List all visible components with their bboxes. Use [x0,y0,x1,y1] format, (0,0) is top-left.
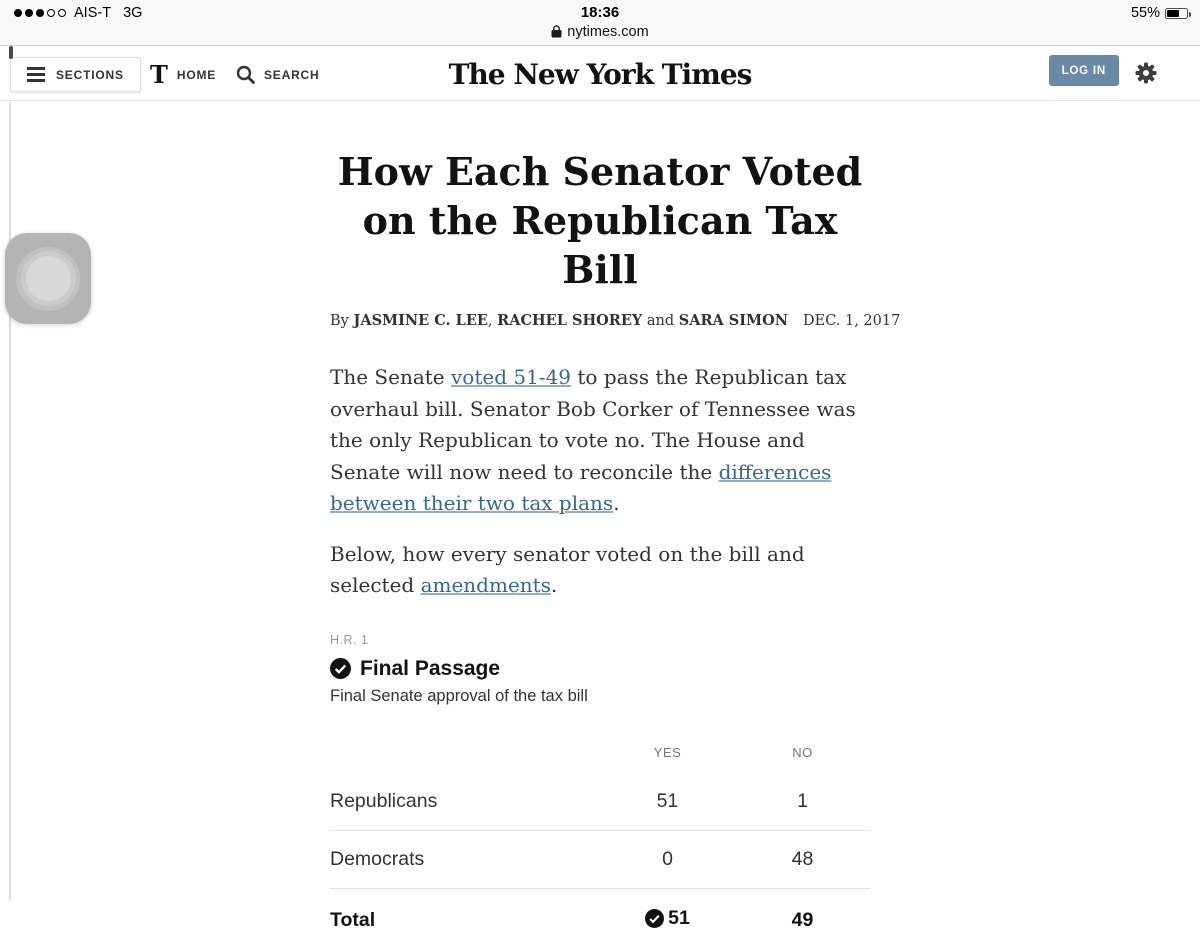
col-header-no: NO [792,744,813,760]
author-1: JASMINE C. LEE [353,312,488,329]
sections-label: SECTIONS [56,67,124,82]
check-circle-icon [330,658,351,679]
amendments-link[interactable]: amendments [420,573,551,597]
paragraph-2: Below, how every senator voted on the bill and selected amendments. [330,541,805,597]
bill-number-label: H.R. 1 [330,632,369,647]
table-row-democrats: Democrats 0 48 [330,831,870,889]
url-text: nytimes.com [567,24,649,40]
status-bar [0,0,1200,46]
clock-label: 18:36 [580,4,620,21]
assistive-touch-core [26,256,71,301]
vote-table-header [330,745,870,773]
article-headline [330,147,870,294]
headline-line-2: on the Republican Tax Bill [362,198,838,292]
vote-result-link[interactable]: voted 51-49 [451,365,572,389]
vote-subtitle: Final Senate approval of the tax bill [330,686,588,705]
network-type-label: 3G [123,5,143,21]
battery-percent-label: 55% [1130,5,1160,21]
home-label: HOME [176,67,217,82]
total-yes-check-icon [645,909,664,928]
lock-icon [551,25,562,38]
table-row-republicans: Republicans 51 1 [330,773,870,831]
publish-date: DEC. 1, 2017 [802,313,901,329]
final-passage-section [330,633,870,944]
masthead-logo[interactable]: The New York Times [448,58,752,91]
gear-icon [1134,61,1158,85]
vote-table [330,745,870,944]
search-label: SEARCH [264,67,320,82]
author-2: RACHEL SHOREY [497,312,643,329]
author-3: SARA SIMON [678,312,788,329]
col-header-yes: YES [653,744,682,760]
tax-plans-diff-link[interactable]: differences between their two tax plans [330,459,832,515]
nyt-t-logo-icon: T [150,59,168,89]
login-button[interactable]: LOG IN [1049,55,1119,86]
settings-gear-button[interactable] [1134,61,1158,85]
headline-line-1: How Each Senator Voted [337,149,863,194]
url-bar[interactable] [0,24,1200,40]
assistive-touch-ring-inner [21,251,76,306]
assistive-touch-button[interactable] [5,233,91,324]
page-edge-divider [9,102,11,900]
paragraph-1: The Senate voted 51-49 to pass the Republican tax overhaul bill. Senator Bob Corker of Tennessee was the only Republican to vote no. The House and Senate will now need to reconcile the differences between their two tax plans. [330,365,856,515]
battery-icon [1165,8,1188,19]
vote-title: Final Passage [360,656,501,680]
byline: By JASMINE C. LEE, RACHEL SHOREY and SARA SIMON DEC. 1, 2017 [330,312,901,329]
page-edge-scroll-indicator [9,46,13,59]
article-body [330,134,901,944]
assistive-touch-ring-outer [16,247,80,311]
table-row-total: Total 51 49 [330,906,814,931]
carrier-label: AIS-T [74,5,112,21]
status-right [1131,5,1188,21]
site-header [0,46,1200,101]
